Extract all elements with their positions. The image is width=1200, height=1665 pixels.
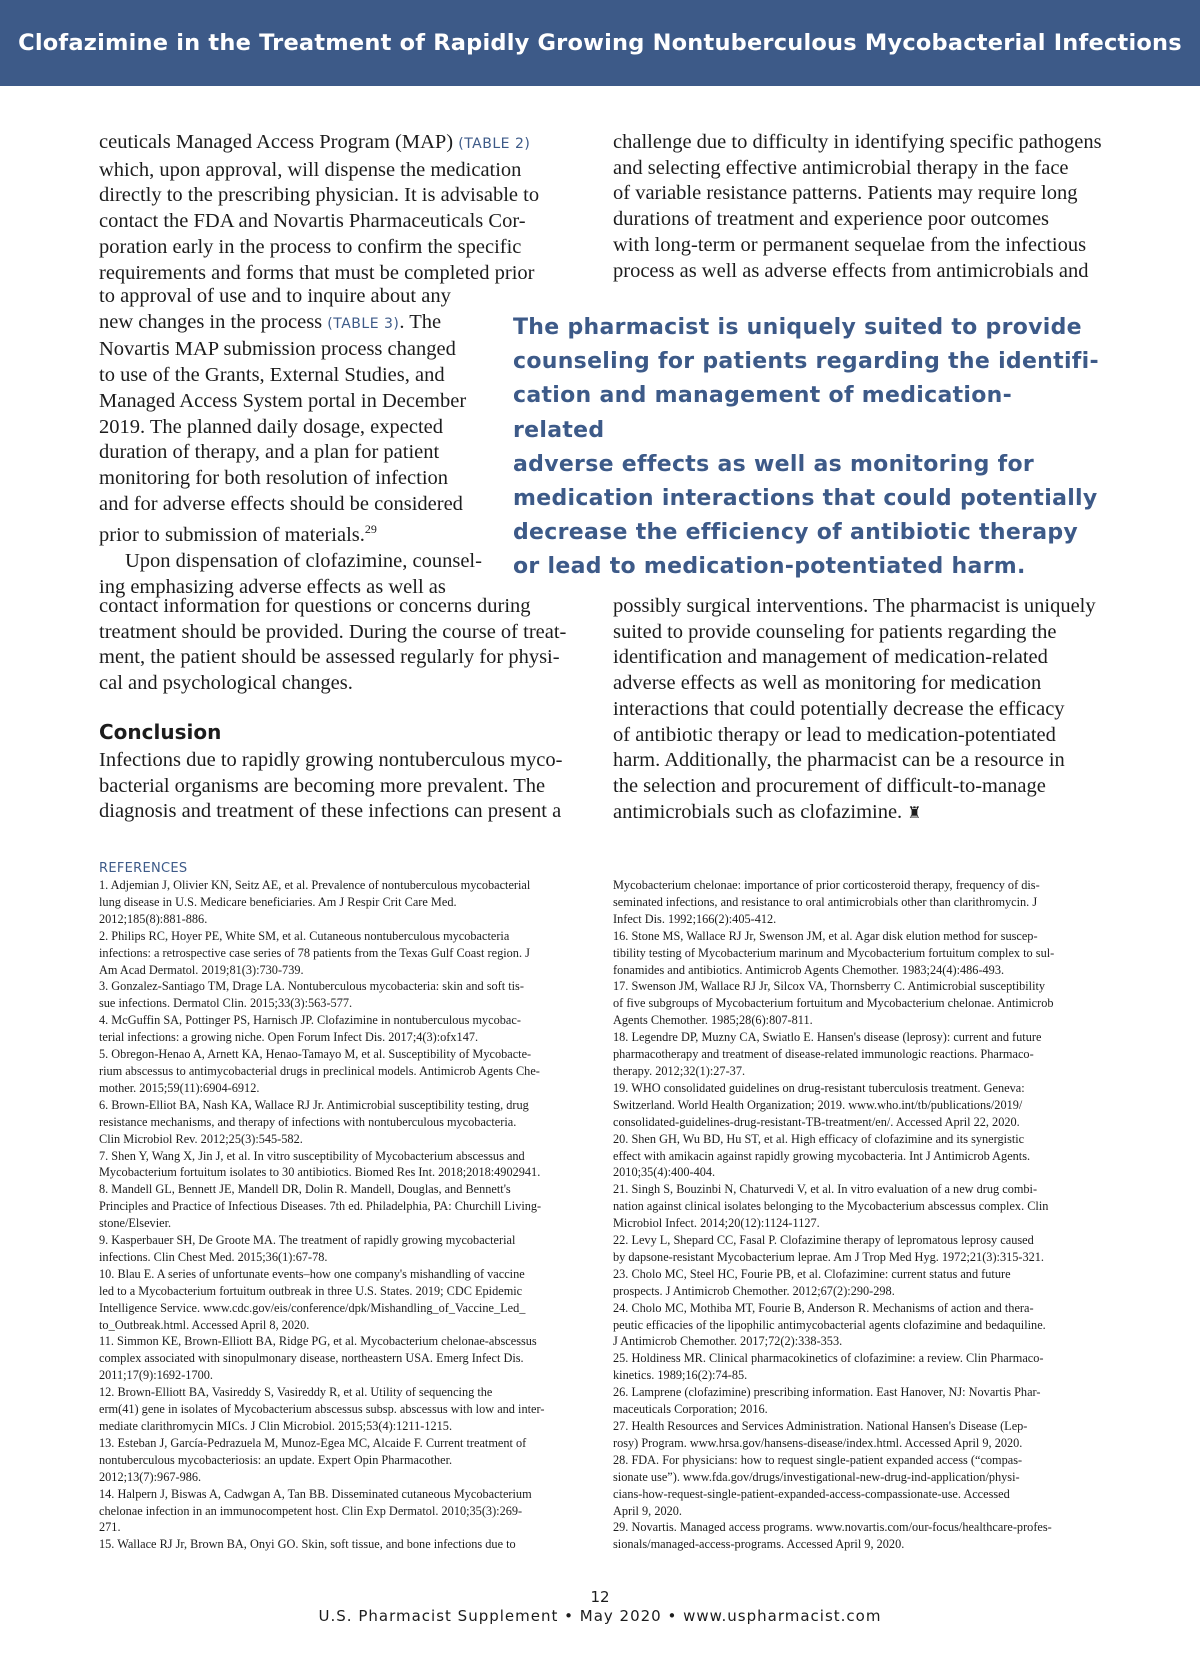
references-list-right (613, 877, 1105, 1553)
reference-line: 15. Wallace RJ Jr, Brown BA, Onyi GO. Skin, soft tissue, and bone infections due to (99, 1537, 516, 1552)
body-line: Managed Access System portal in December (99, 389, 467, 412)
body-line: directly to the prescribing physician. It is advisable to (99, 184, 540, 207)
pull-quote-line: medication interactions that could potentially (513, 486, 1098, 512)
reference-line: 29. Novartis. Managed access programs. www.novartis.com/our-focus/healthcare-profes- (613, 1520, 1052, 1535)
body-line: interactions that could potentially decrease the efficacy (613, 697, 1065, 720)
reference-line: therapy. 2012;32(1):27-37. (613, 1063, 746, 1078)
body-line: and selecting effective antimicrobial therapy in the face (613, 156, 1069, 179)
body-line: durations of treatment and experience poor outcomes (613, 208, 1050, 231)
body-line: requirements and forms that must be completed prior (99, 261, 535, 284)
body-line: adverse effects as well as monitoring for medication (613, 672, 1042, 695)
body-text-right-bottom (613, 594, 1105, 825)
reference-line: resistance mechanisms, and therapy of infections with nontuberculous mycobacteria. (99, 1114, 517, 1129)
body-line: to approval of use and to inquire about any (99, 285, 451, 307)
reference-line: Clin Microbiol Rev. 2012;25(3):545-582. (99, 1131, 303, 1146)
reference-line: of five subgroups of Mycobacterium fortuitum and Mycobacterium chelonae. Antimicrob (613, 996, 1054, 1011)
body-line: process as well as adverse effects from antimicrobials and (613, 259, 1089, 282)
body-line: which, upon approval, will dispense the medication (99, 158, 522, 181)
reference-line: mother. 2015;59(11):6904-6912. (99, 1080, 260, 1095)
pull-quote-line: The pharmacist is uniquely suited to provide (513, 315, 1082, 340)
conclusion-text (99, 748, 589, 825)
references-heading: REFERENCES (99, 861, 188, 876)
reference-line: 20. Shen GH, Wu BD, Hu ST, et al. High efficacy of clofazimine and its synergistic (613, 1131, 1025, 1146)
body-line: 2019. The planned daily dosage, expected (99, 415, 444, 438)
reference-line: 2. Philips RC, Hoyer PE, White SM, et al. Cutaneous nontuberculous mycobacteria (99, 928, 510, 943)
reference-line: infections: a retrospective case series of 78 patients from the Texas Gulf Coast region. J (99, 945, 530, 960)
reference-line: sionate use”). www.fda.gov/drugs/investigational-new-drug-ind-application/physi- (613, 1469, 1020, 1484)
reference-line: Microbiol Infect. 2014;20(12):1124-1127. (613, 1216, 820, 1231)
body-text-right-top (613, 130, 1105, 284)
reference-line: rium abscessus to antimycobacterial drugs in preclinical models. Antimicrob Agents Che- (99, 1063, 540, 1078)
reference-line: terial infections: a growing niche. Open Forum Infect Dis. 2017;4(3):ofx147. (99, 1030, 479, 1045)
reference-line: Principles and Practice of Infectious Diseases. 7th ed. Philadelphia, PA: Churchill Living- (99, 1199, 542, 1214)
reference-line: 5. Obregon-Henao A, Arnett KA, Henao-Tamayo M, et al. Susceptibility of Mycobacte- (99, 1047, 532, 1062)
reference-line: infections. Clin Chest Med. 2015;36(1):67-78. (99, 1249, 328, 1264)
citation-29-link[interactable]: 29 (364, 522, 377, 537)
reference-line: 4. McGuffin SA, Pottinger PS, Harnisch JP. Clofazimine in nontuberculous mycobac- (99, 1013, 521, 1028)
reference-line: 9. Kasperbauer SH, De Groote MA. The treatment of rapidly growing mycobacterial (99, 1233, 516, 1248)
body-line: ment, the patient should be assessed regularly for physi- (99, 646, 560, 669)
reference-line: lung disease in U.S. Medicare beneficiaries. Am J Respir Crit Care Med. (99, 894, 457, 909)
reference-line: complex associated with sinopulmonary disease, northeastern USA. Emerg Infect Dis. (99, 1351, 524, 1366)
reference-line: 14. Halpern J, Biswas A, Cadwgan A, Tan BB. Disseminated cutaneous Mycobacterium (99, 1486, 532, 1501)
reference-line: 23. Cholo MC, Steel HC, Fourie PB, et al. Clofazimine: current status and future (613, 1266, 1011, 1281)
page-number: 12 (590, 1588, 610, 1606)
reference-line: Switzerland. World Health Organization; 2019. www.who.int/tb/publications/2019/ (613, 1097, 1023, 1112)
references-list-left (99, 877, 589, 1553)
end-of-article-icon: ♜ (907, 802, 922, 822)
body-line: diagnosis and treatment of these infections can present a (99, 800, 562, 823)
body-line: poration early in the process to confirm the specific (99, 235, 522, 258)
reference-line: 16. Stone MS, Wallace RJ Jr, Swenson JM, et al. Agar disk elution method for suscep- (613, 928, 1038, 943)
reference-line: 26. Lamprene (clofazimine) prescribing information. East Hanover, NJ: Novartis Phar- (613, 1385, 1041, 1400)
pull-quote-line: cation and management of medication-related (513, 383, 1013, 443)
reference-line: Am Acad Dermatol. 2019;81(3):730-739. (99, 962, 304, 977)
reference-line: effect with amikacin against rapidly growing mycobacteria. Int J Antimicrob Agents. (613, 1148, 1031, 1163)
pull-quote-line: counseling for patients regarding the identifi- (513, 349, 1099, 375)
pull-quote-line: or lead to medication-potentiated harm. (513, 554, 1026, 580)
reference-line: 1. Adjemian J, Olivier KN, Seitz AE, et al. Prevalence of nontuberculous mycobacterial (99, 878, 531, 892)
reference-line: 19. WHO consolidated guidelines on drug-resistant tuberculosis treatment. Geneva: (613, 1080, 1025, 1095)
reference-line: tibility testing of Mycobacterium marinum and Mycobacterium fortuitum complex to sul- (613, 945, 1055, 960)
reference-line: led to a Mycobacterium fortuitum outbreak in three U.S. States. 2019; CDC Epidemic (99, 1283, 523, 1298)
body-line: harm. Additionally, the pharmacist can be a resource in (613, 749, 1065, 772)
body-text-left-top (99, 130, 589, 286)
reference-line: 17. Swenson JM, Wallace RJ Jr, Silcox VA, Thornsberry C. Antimicrobial susceptibility (613, 979, 1046, 994)
body-line: contact the FDA and Novartis Pharmaceuticals Cor- (99, 210, 526, 233)
body-line: prior to submission of materials.$^{29}$ (99, 522, 377, 547)
reference-line: 8. Mandell GL, Bennett JE, Mandell DR, Dolin R. Mandell, Douglas, and Bennett's (99, 1182, 511, 1197)
reference-line: 2010;35(4):400-404. (613, 1165, 716, 1180)
reference-line: 18. Legendre DP, Muzny CA, Swiatlo E. Hansen's disease (leprosy): current and future (613, 1030, 1042, 1045)
reference-line: 6. Brown-Elliot BA, Nash KA, Wallace RJ Jr. Antimicrobial susceptibility testing, drug (99, 1097, 529, 1112)
body-line: new changes in the process (TABLE 3). The (99, 310, 442, 333)
reference-line: Mycobacterium fortuitum isolates to 30 antibiotics. Biomed Res Int. 2018;2018:4902941. (99, 1165, 541, 1180)
reference-line: Infect Dis. 1992;166(2):405-412. (613, 911, 777, 926)
body-line: ing emphasizing adverse effects as well as (99, 575, 446, 598)
reference-line: Intelligence Service. www.cdc.gov/eis/conference/dpk/Mishandling_of_Vaccine_Led_ (99, 1300, 526, 1315)
reference-line: sue infections. Dermatol Clin. 2015;33(3):563-577. (99, 996, 353, 1011)
body-line: ceuticals Managed Access Program (MAP) (TABLE 2) (99, 131, 531, 153)
reference-line: fonamides and antibiotics. Antimicrob Agents Chemother. 1983;24(4):486-493. (613, 962, 1005, 977)
body-line: duration of therapy, and a plan for patient (99, 441, 440, 464)
reference-line: cians-how-request-single-patient-expanded-access-compassionate-use. Accessed (613, 1486, 1010, 1501)
reference-line: nontuberculous mycobacteriosis: an update. Expert Opin Pharmacother. (99, 1452, 453, 1467)
reference-line: 2012;13(7):967-986. (99, 1469, 202, 1484)
reference-line: chelonae infection in an immunocompetent host. Clin Exp Dermatol. 2010;35(3):269- (99, 1503, 523, 1518)
body-text-left-bottom (99, 594, 589, 697)
reference-line: 10. Blau E. A series of unfortunate events–how one company's mishandling of vaccine (99, 1266, 525, 1281)
reference-line: to_Outbreak.html. Accessed April 8, 2020. (99, 1317, 310, 1332)
reference-line: by dapsone-resistant Mycobacterium leprae. Am J Trop Med Hyg. 1972;21(3):315-321. (613, 1249, 1045, 1264)
reference-line: 11. Simmon KE, Brown-Elliott BA, Ridge PG, et al. Mycobacterium chelonae-abscessus (99, 1334, 537, 1349)
reference-line: consolidated-guidelines-drug-resistant-TB-treatment/en/. Accessed April 22, 2020. (613, 1114, 1020, 1129)
reference-line: 12. Brown-Elliott BA, Vasireddy S, Vasireddy R, et al. Utility of sequencing the (99, 1385, 493, 1400)
body-line: cal and psychological changes. (99, 672, 353, 695)
reference-line: 22. Levy L, Shepard CC, Fasal P. Clofazimine therapy of lepromatous leprosy caused (613, 1233, 1034, 1248)
reference-line: erm(41) gene in isolates of Mycobacterium abscessus subsp. abscessus with low and inter- (99, 1402, 545, 1417)
body-line: to use of the Grants, External Studies, and (99, 364, 445, 387)
reference-line: 27. Health Resources and Services Administration. National Hansen's Disease (Lep- (613, 1419, 1028, 1433)
pull-quote-line: decrease the efficiency of antibiotic therapy (513, 520, 1079, 546)
reference-line: 271. (99, 1520, 121, 1535)
reference-line: 2011;17(9):1692-1700. (99, 1368, 213, 1383)
footer-publication-line: U.S. Pharmacist Supplement • May 2020 • www.uspharmacist.com (318, 1607, 882, 1625)
reference-line: maceuticals Corporation; 2016. (613, 1402, 768, 1417)
body-line: suited to provide counseling for patients regarding the (613, 620, 1057, 643)
body-line: Infections due to rapidly growing nontuberculous myco- (99, 749, 563, 771)
body-line: monitoring for both resolution of infection (99, 466, 449, 489)
reference-line: 25. Holdiness MR. Clinical pharmacokinetics of clofazimine: a review. Clin Pharmaco- (613, 1351, 1044, 1366)
reference-line: Mycobacterium chelonae: importance of prior corticosteroid therapy, frequency of dis- (613, 878, 1040, 892)
reference-line: stone/Elsevier. (99, 1216, 172, 1231)
body-line: of variable resistance patterns. Patients may require long (613, 182, 1078, 205)
pull-quote-line: adverse effects as well as monitoring for (513, 451, 1035, 477)
body-text-left-narrow (99, 284, 489, 600)
pull-quote (513, 311, 1103, 585)
body-line: identification and management of medication-related (613, 646, 1048, 669)
conclusion-heading: Conclusion (99, 720, 222, 744)
body-line: bacterial organisms are becoming more prevalent. The (99, 774, 546, 797)
reference-line: peutic efficacies of the lipophilic antimycobacterial agents clofazimine and bedaquiline. (613, 1317, 1046, 1332)
reference-line: J Antimicrob Chemother. 2017;72(2):338-353. (613, 1334, 843, 1349)
reference-line: mediate clarithromycin MICs. J Clin Microbiol. 2015;53(4):1211-1215. (99, 1419, 453, 1433)
reference-line: sionals/managed-access-programs. Accessed April 9, 2020. (613, 1537, 905, 1552)
reference-line: Agents Chemother. 1985;28(6):807-811. (613, 1013, 813, 1028)
reference-line: nation against clinical isolates belonging to the Mycobacterium abscessus complex. Clin (613, 1199, 1049, 1214)
body-line: contact information for questions or concerns during (99, 595, 531, 617)
reference-line: kinetics. 1989;16(2):74-85. (613, 1368, 748, 1383)
body-line: with long-term or permanent sequelae from the infectious (613, 233, 1087, 256)
reference-line: 2012;185(8):881-886. (99, 911, 208, 926)
body-line: possibly surgical interventions. The pharmacist is uniquely (613, 595, 1096, 617)
reference-line: 3. Gonzalez-Santiago TM, Drage LA. Nontuberculous mycobacteria: skin and soft tis- (99, 979, 524, 994)
reference-line: rosy) Program. www.hrsa.gov/hansens-disease/index.html. Accessed April 9, 2020. (613, 1435, 1023, 1450)
body-line: challenge due to difficulty in identifying specific pathogens (613, 131, 1102, 153)
reference-line: April 9, 2020. (613, 1503, 682, 1518)
reference-line: 24. Cholo MC, Mothiba MT, Fourie B, Anderson R. Mechanisms of action and thera- (613, 1300, 1034, 1315)
reference-line: seminated infections, and resistance to oral antimicrobials other than clarithromycin. J (613, 894, 1038, 909)
table-2-reference-link[interactable]: (TABLE 2) (458, 136, 531, 152)
page-header-title: Clofazimine in the Treatment of Rapidly Growing Nontuberculous Mycobacterial Infections (18, 30, 1182, 56)
reference-line: prospects. J Antimicrob Chemother. 2012;67(2):290-298. (613, 1283, 895, 1298)
body-line: of antibiotic therapy or lead to medication-potentiated (613, 723, 1056, 746)
body-line: Novartis MAP submission process changed (99, 338, 456, 361)
body-line: treatment should be provided. During the course of treat- (99, 620, 567, 643)
body-line: the selection and procurement of difficult-to-manage (613, 774, 1046, 797)
reference-line: 28. FDA. For physicians: how to request single-patient expanded access (“compas- (613, 1452, 1023, 1467)
reference-line: 7. Shen Y, Wang X, Jin J, et al. In vitro susceptibility of Mycobacterium abscessus and (99, 1148, 525, 1163)
body-line: and for adverse effects should be considered (99, 492, 463, 515)
reference-line: 13. Esteban J, García-Pedrazuela M, Munoz-Egea MC, Alcaide F. Current treatment of (99, 1435, 527, 1450)
body-line: antimicrobials such as clofazimine. ♜ (613, 800, 922, 823)
reference-line: 21. Singh S, Bouzinbi N, Chaturvedi V, et al. In vitro evaluation of a new drug combi- (613, 1182, 1038, 1197)
reference-line: pharmacotherapy and treatment of disease-related immunologic reactions. Pharmaco- (613, 1047, 1034, 1062)
table-3-reference-link[interactable]: (TABLE 3) (327, 315, 400, 332)
body-line: Upon dispensation of clofazimine, counsel- (125, 549, 482, 572)
